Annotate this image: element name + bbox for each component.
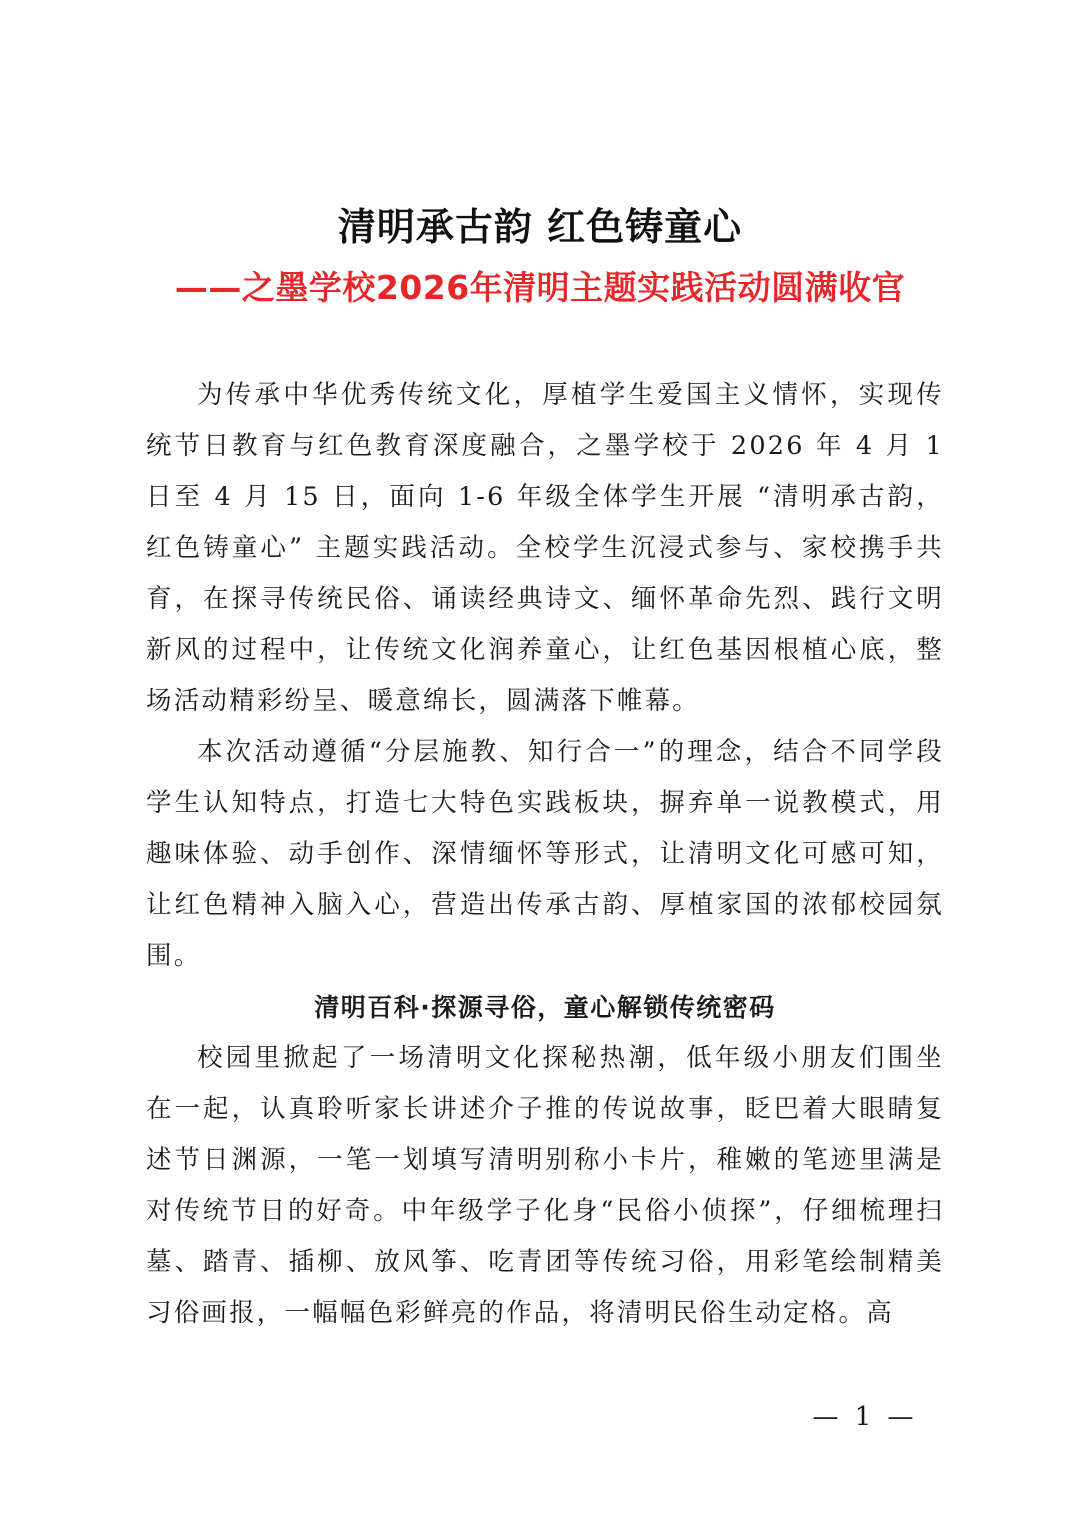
concept-paragraph: 本次活动遵循“分层施教、知行合一”的理念，结合不同学段学生认知特点，打造七大特色实践板块，摒弃单一说教模式，用趣味体验、动手创作、深情缅怀等形式，让清明文化可感可知，让红色精神入脑入心，营造出传承古韵、厚植家国的浓郁校园氛围。 — [146, 737, 944, 971]
section-heading: 清明百科·探源寻俗，童心解锁传统密码 — [314, 993, 776, 1022]
section-paragraph: 校园里掀起了一场清明文化探秘热潮，低年级小朋友们围坐在一起，认真聆听家长讲述介子推的传说故事，眨巴着大眼睛复述节日渊源，一笔一划填写清明别称小卡片，稚嫩的笔迹里满是对传统节日的好奇。中年级学子化身“民俗小侦探”，仔细梳理扫墓、踏青、插柳、放风筝、吃青团等传统习俗，用彩笔绘制精美习俗画报，一幅幅色彩鲜亮的作品，将清明民俗生动定格。高 — [146, 1043, 944, 1328]
document-subtitle: ——之墨学校2026年清明主题实践活动圆满收官 — [174, 268, 906, 307]
document-title: 清明承古韵 红色铸童心 — [337, 204, 743, 249]
document-body — [146, 370, 944, 1339]
intro-paragraph: 为传承中华优秀传统文化，厚植学生爱国主义情怀，实现传统节日教育与红色教育深度融合，之墨学校于 2026 年 4 月 1 日至 4 月 15 日，面向 1-6 年级全体学生开展 “清明承古韵，红色铸童心” 主题实践活动。全校学生沉浸式参与、家校携手共育，在探寻传统民俗、诵读经典诗文、缅怀革命先烈、践行文明新风的过程中，让传统文化润养童心，让红色基因根植心底，整场活动精彩纷呈、暖意绵长，圆满落下帷幕。 — [146, 380, 944, 716]
page-number: — 1 — — [812, 1402, 918, 1432]
